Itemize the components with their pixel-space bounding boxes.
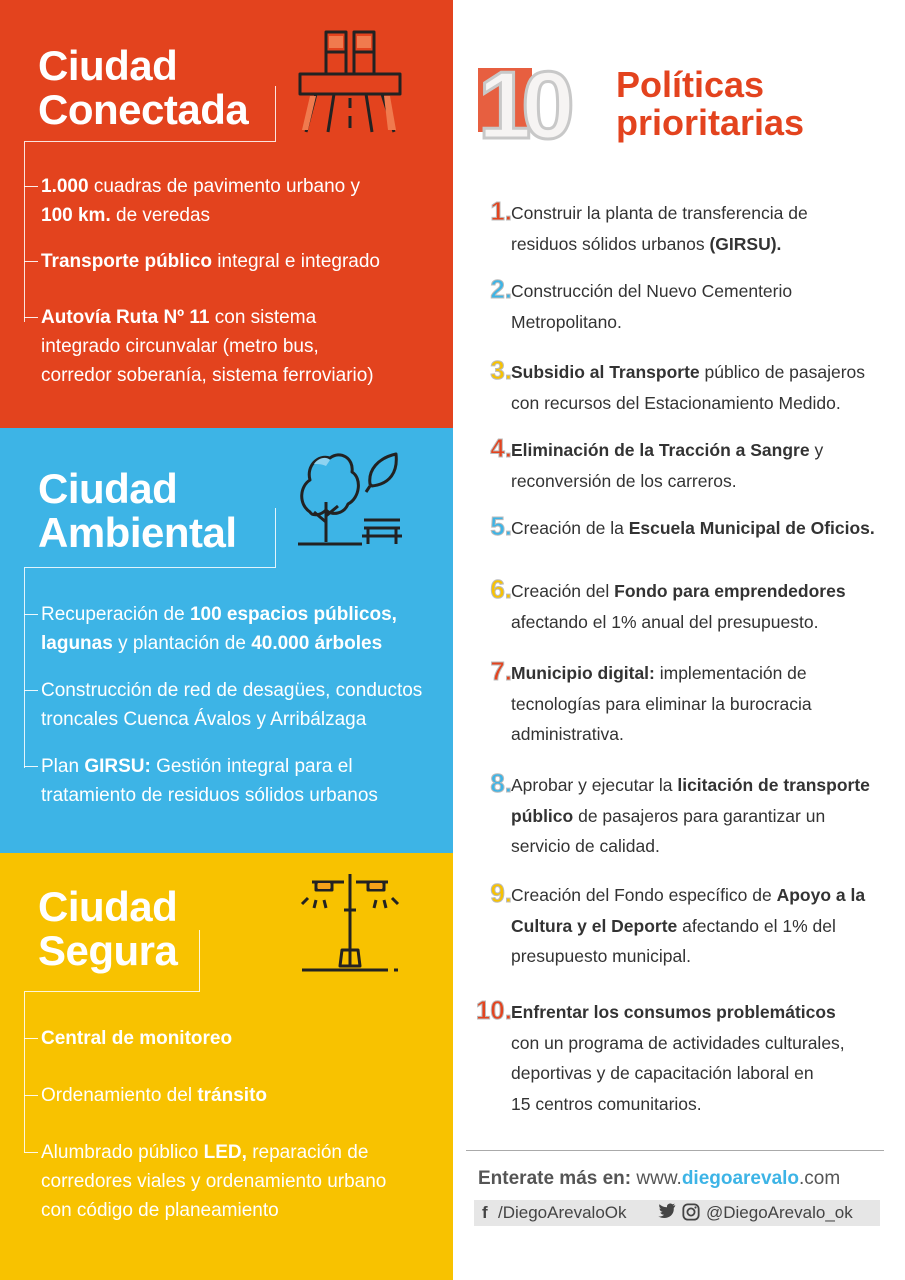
website-link[interactable]: diegoarevalo — [681, 1168, 800, 1189]
section-title: Ciudad Conectada — [38, 42, 249, 133]
park-tree-icon — [296, 442, 406, 550]
facebook-icon: f — [482, 1203, 488, 1222]
list-item: Alumbrado público LED, reparación de corredores viales y ordenamiento urbano con código de planeamiento — [24, 1138, 449, 1225]
policy-number: 6. — [490, 574, 512, 604]
title-bracket — [24, 930, 200, 992]
header-title: Políticas prioritarias — [616, 64, 805, 143]
instagram-icon — [682, 1203, 700, 1226]
social-handle[interactable]: @DiegoArevalo_ok — [706, 1203, 853, 1222]
policies-header — [470, 52, 890, 160]
policy-text: Subsidio al Transporte público de pasajeros con recursos del Estacionamiento Medido. — [511, 362, 866, 413]
policy-number: 7. — [490, 656, 512, 686]
facebook-handle[interactable]: /DiegoArevaloOk — [498, 1203, 627, 1222]
social-bar — [474, 1200, 880, 1226]
policy-text: Construir la planta de transferencia de residuos sólidos urbanos (GIRSU). — [511, 203, 808, 254]
policy-number: 2. — [490, 274, 512, 304]
policy-text: Creación del Fondo para emprendedores afectando el 1% anual del presupuesto. — [511, 581, 846, 632]
title-bracket — [24, 508, 276, 568]
section-title: Ciudad Ambiental — [38, 465, 237, 556]
policy-number: 4. — [490, 433, 512, 463]
list-item: Recuperación de 100 espacios públicos, lagunas y plantación de 40.000 árboles — [24, 600, 449, 658]
policy-number: 8. — [490, 768, 512, 798]
policy-number: 1. — [490, 196, 512, 226]
policy-number: 9. — [490, 878, 512, 908]
list-item: Ordenamiento del tránsito — [24, 1081, 449, 1110]
policy-number: 10. — [475, 995, 512, 1025]
policy-text: Municipio digital: implementación de tecnologías para eliminar la burocracia administrativa. — [511, 663, 812, 744]
policy-text: Construcción del Nuevo Cementerio Metropolitano. — [511, 281, 793, 332]
policy-text: Eliminación de la Tracción a Sangre y reconversión de los carreros. — [511, 440, 824, 491]
footer-website: Enterate más en: www.diegoarevalo.com — [478, 1168, 841, 1189]
twitter-icon — [658, 1203, 676, 1224]
policy-text: Enfrentar los consumos problemáticos con un programa de actividades culturales, deportivas y de capacitación laboral en 15 centros comunitarios. — [511, 1002, 845, 1114]
footer-divider — [466, 1150, 884, 1151]
list-item: Construcción de red de desagües, conductos troncales Cuenca Ávalos y Arribálzaga — [24, 676, 449, 734]
policy-text: Aprobar y ejecutar la licitación de transporte público de pasajeros para garantizar un servicio de calidad. — [511, 775, 870, 856]
list-item: Transporte público integral e integrado — [24, 247, 449, 276]
website-link-post[interactable]: .com — [799, 1168, 841, 1189]
website-link-pre[interactable]: www. — [631, 1168, 682, 1189]
section-title: Ciudad Segura — [38, 883, 178, 974]
segura-items — [24, 1024, 449, 1225]
policy-text: Creación del Fondo específico de Apoyo a la Cultura y el Deporte afectando el 1% del presupuesto municipal. — [511, 885, 866, 966]
policy-text: Creación de la Escuela Municipal de Oficios. — [511, 518, 875, 538]
list-item: Plan GIRSU: Gestión integral para el tratamiento de residuos sólidos urbanos — [24, 752, 449, 810]
list-item: 1.000 cuadras de pavimento urbano y 100 km. de veredas — [24, 172, 449, 230]
policy-number: 5. — [490, 511, 512, 541]
title-bracket — [24, 86, 276, 142]
ambiental-items — [24, 600, 449, 810]
header-number: 10 — [478, 52, 565, 159]
highway-icon — [296, 24, 404, 136]
list-item: Autovía Ruta Nº 11 con sistema integrado circunvalar (metro bus, corredor soberanía, sistema ferroviario) — [24, 303, 449, 390]
list-item: Central de monitoreo — [24, 1024, 449, 1053]
conectada-items — [24, 172, 449, 390]
street-lamp-icon — [298, 870, 402, 976]
policy-number: 3. — [490, 355, 512, 385]
